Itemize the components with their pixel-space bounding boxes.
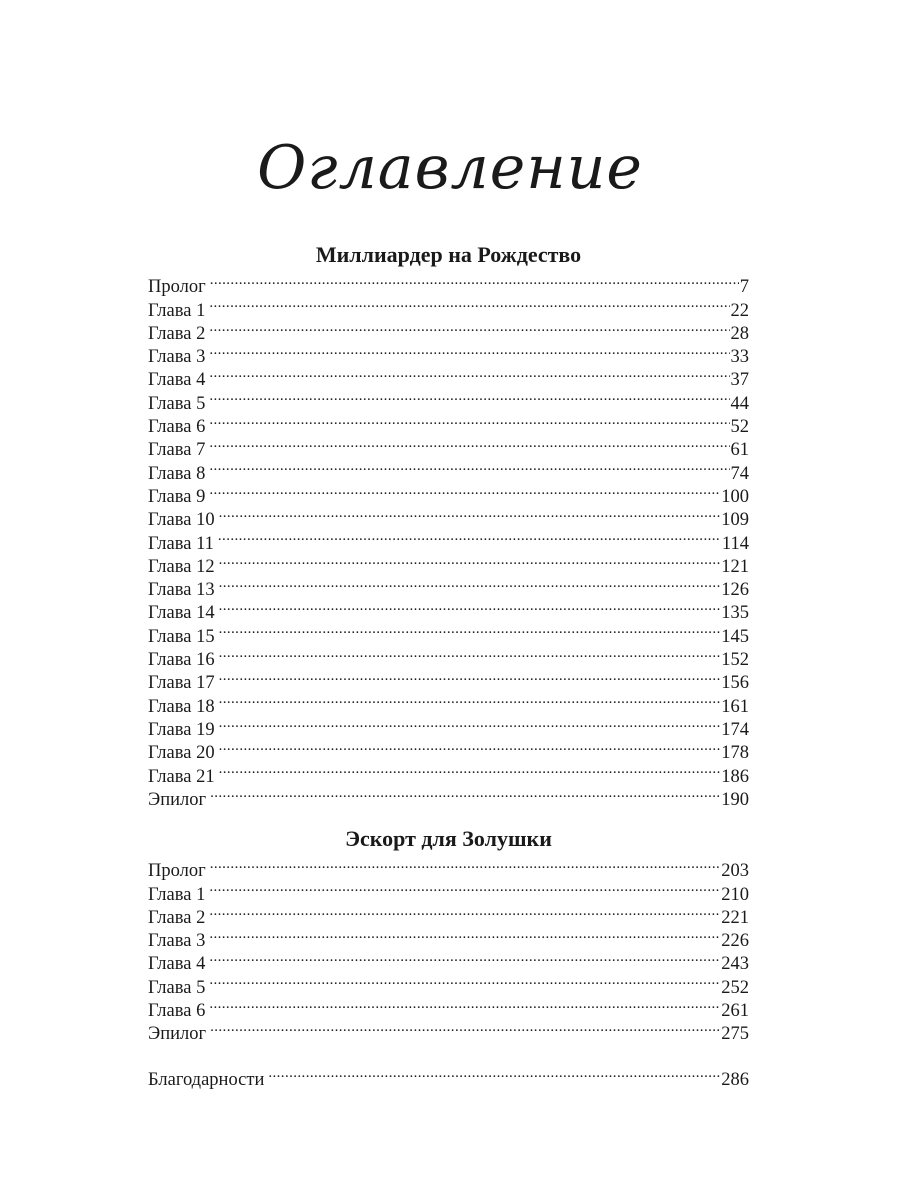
- toc-entry: [148, 618, 749, 647]
- part-1-heading: Миллиардер на Рождество: [315, 242, 582, 267]
- entry-label: Глава 1: [148, 300, 206, 321]
- toc-entry: [148, 549, 749, 577]
- toc-entry: [148, 876, 749, 905]
- entry-page-number: 186: [721, 766, 749, 787]
- toc-entry: [148, 385, 749, 414]
- toc-entry: [148, 1062, 749, 1091]
- entry-page-number: 33: [730, 347, 749, 368]
- entry-page-number: 178: [721, 743, 749, 764]
- entry-page-number: 61: [730, 440, 749, 461]
- entry-label: Эпилог: [148, 1024, 207, 1045]
- toc-entry: [148, 525, 749, 554]
- toc-entry: [148, 339, 749, 368]
- entry-page-number: 152: [721, 650, 749, 671]
- entry-page-number: 44: [730, 393, 749, 414]
- toc-entry: [148, 782, 749, 810]
- entry-page-number: 261: [721, 1001, 749, 1022]
- toc-entry: [148, 409, 749, 438]
- dot-leader: [219, 688, 721, 711]
- toc-entry: [148, 432, 749, 461]
- dot-leader: [219, 572, 721, 595]
- entry-label: Глава 12: [148, 556, 215, 577]
- toc-entry: [148, 455, 749, 484]
- entry-label: Пролог: [148, 277, 206, 298]
- entry-label: Глава 16: [148, 650, 215, 671]
- entry-page-number: 161: [721, 696, 749, 717]
- part-2-entries: [148, 853, 749, 1045]
- entry-page-number: 135: [721, 603, 749, 624]
- entry-page-number: 243: [721, 954, 749, 975]
- entry-label: Глава 2: [148, 907, 206, 928]
- entry-label: Эпилог: [148, 789, 207, 810]
- entry-page-number: 74: [730, 463, 749, 484]
- entry-page-number: 22: [730, 300, 749, 321]
- dot-leader: [219, 549, 721, 572]
- page-title: Оглавление: [257, 133, 643, 203]
- entry-page-number: 52: [730, 417, 749, 438]
- entry-page-number: 109: [721, 510, 749, 531]
- dot-leader: [209, 923, 720, 946]
- dot-leader: [210, 1016, 720, 1039]
- dot-leader: [219, 502, 721, 525]
- toc-entry: [148, 269, 749, 298]
- dot-leader: [219, 758, 721, 781]
- entry-page-number: 174: [721, 719, 749, 740]
- dot-leader: [219, 665, 721, 688]
- entry-label: Глава 6: [148, 417, 206, 438]
- dot-leader: [210, 782, 720, 805]
- entry-label: Глава 19: [148, 719, 215, 740]
- toc-entry: [148, 688, 749, 717]
- toc-part-2: [148, 826, 749, 1045]
- dot-leader: [209, 316, 729, 339]
- dot-leader: [268, 1062, 720, 1085]
- toc-entry: [148, 642, 749, 671]
- toc-entry: [148, 946, 749, 975]
- entry-page-number: 28: [730, 323, 749, 344]
- entry-label: Глава 6: [148, 1001, 206, 1022]
- toc-extra: [148, 1062, 749, 1091]
- entry-page-number: 275: [721, 1024, 749, 1045]
- entry-label: Глава 15: [148, 626, 215, 647]
- toc-entry: [148, 362, 749, 391]
- entry-label: Глава 11: [148, 533, 214, 554]
- dot-leader: [209, 969, 720, 992]
- toc-entry: [148, 969, 749, 998]
- entry-page-number: 226: [721, 931, 749, 952]
- part-1-entries: [148, 269, 749, 810]
- dot-leader: [209, 876, 720, 899]
- entry-page-number: 286: [721, 1070, 749, 1091]
- toc-entry: [148, 993, 749, 1022]
- entry-label: Глава 14: [148, 603, 215, 624]
- dot-leader: [219, 618, 721, 641]
- toc-entry: [148, 572, 749, 601]
- entry-label: Глава 17: [148, 673, 215, 694]
- dot-leader: [209, 455, 729, 478]
- toc-entry: [148, 735, 749, 764]
- entry-label: Глава 8: [148, 463, 206, 484]
- entry-label: Глава 3: [148, 347, 206, 368]
- entry-page-number: 114: [721, 533, 749, 554]
- toc-entry: [148, 479, 749, 507]
- dot-leader: [209, 362, 729, 385]
- entry-page-number: 121: [721, 556, 749, 577]
- entry-page-number: 37: [730, 370, 749, 391]
- entry-page-number: 210: [721, 884, 749, 905]
- entry-page-number: 190: [721, 789, 749, 810]
- toc-entry: [148, 758, 749, 787]
- dot-leader: [209, 900, 720, 923]
- entry-label: Глава 1: [148, 884, 206, 905]
- dot-leader: [210, 269, 739, 292]
- extra-entries: [148, 1062, 749, 1091]
- dot-leader: [218, 525, 721, 548]
- dot-leader: [209, 409, 729, 432]
- toc-entry: [148, 712, 749, 740]
- entry-label: Глава 7: [148, 440, 206, 461]
- entry-label: Глава 21: [148, 766, 215, 787]
- entry-label: Глава 18: [148, 696, 215, 717]
- dot-leader: [219, 595, 721, 618]
- entry-label: Глава 9: [148, 486, 206, 507]
- entry-label: Глава 4: [148, 370, 206, 391]
- dot-leader: [209, 292, 729, 315]
- entry-label: Глава 5: [148, 393, 206, 414]
- entry-page-number: 126: [721, 580, 749, 601]
- entry-page-number: 252: [721, 977, 749, 998]
- entry-label: Глава 5: [148, 977, 206, 998]
- entry-page-number: 203: [721, 861, 749, 882]
- dot-leader: [209, 432, 729, 455]
- dot-leader: [209, 993, 720, 1016]
- entry-page-number: 145: [721, 626, 749, 647]
- toc-part-1: [148, 242, 749, 810]
- toc-entry: [148, 595, 749, 624]
- dot-leader: [219, 642, 721, 665]
- entry-page-number: 100: [721, 486, 749, 507]
- dot-leader: [219, 712, 721, 735]
- dot-leader: [209, 946, 720, 969]
- toc-entry: [148, 665, 749, 694]
- toc-entry: [148, 923, 749, 952]
- entry-page-number: 221: [721, 907, 749, 928]
- toc-entry: [148, 502, 749, 531]
- toc-entry: [148, 292, 749, 321]
- toc-entry: [148, 316, 749, 344]
- entry-label: Глава 2: [148, 323, 206, 344]
- entry-label: Глава 10: [148, 510, 215, 531]
- part-2-heading: Эскорт для Золушки: [345, 826, 552, 851]
- dot-leader: [210, 853, 721, 876]
- entry-page-number: 7: [739, 277, 749, 298]
- entry-label: Пролог: [148, 861, 206, 882]
- dot-leader: [209, 479, 720, 502]
- entry-label: Глава 3: [148, 931, 206, 952]
- entry-label: Глава 4: [148, 954, 206, 975]
- toc-entry: [148, 853, 749, 882]
- entry-label: Благодарности: [148, 1070, 265, 1091]
- toc-entry: [148, 1016, 749, 1045]
- entry-label: Глава 20: [148, 743, 215, 764]
- entry-label: Глава 13: [148, 580, 215, 601]
- dot-leader: [209, 339, 729, 362]
- dot-leader: [209, 385, 729, 408]
- entry-page-number: 156: [721, 673, 749, 694]
- toc-entry: [148, 900, 749, 928]
- dot-leader: [219, 735, 721, 758]
